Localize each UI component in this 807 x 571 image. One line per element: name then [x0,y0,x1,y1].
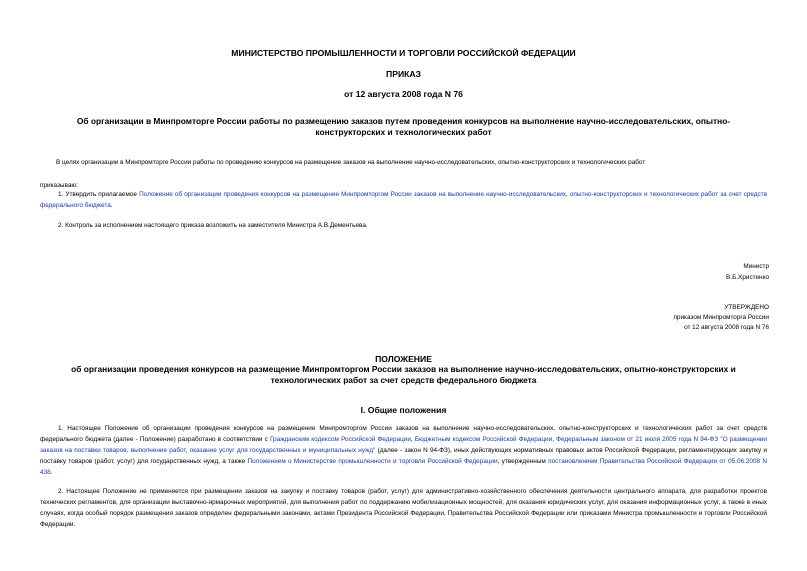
item1-suffix: . [110,202,113,209]
signature-name: В.Б.Христенко [726,274,769,281]
federal-law-94-link[interactable]: Федеральным законом от 21 июля 2005 года N 94-ФЗ "О размещении заказов на поставки товаров, выполнение работ, оказание услуг для государственных и муниципальных нужд" [40,436,767,454]
order-item-2: 2. Контроль за исполнением настоящего приказа возложить на заместителя Министра А.В.Дементьева. [58,222,368,229]
regulation-link[interactable]: Положение об организации проведения конкурсов на размещение Минпромторгом России заказов на выполнение научно-исследовательских, опытно-конструкторских и технологических работ за счет средств федерального бюджета [40,191,767,209]
approval-date: от 12 августа 2008 года N 76 [684,324,769,331]
approval-by: приказом Минпромторга России [673,314,769,321]
order-item-1 [40,189,767,211]
regulation-title: ПОЛОЖЕНИЕ [375,354,432,364]
budget-code-link[interactable]: Бюджетным кодексом Российской Федерации [414,436,553,443]
regulation-paragraph-2: 2. Настоящее Положение не применяется при размещении заказов на закупку и поставку товаров (работ, услуг) для административно-хозяйственного обеспечения деятельности центрального аппарата, для разработки проектов технических регламентов, для организации выставочно-ярмарочных мероприятий, для выполнения работ по поддержанию мобилизационных мощностей, для оказания юридических услуг, для оказания информационных услуг, а также в иных случаях, когда особый порядок размещения заказов определен федеральными законами, актами Президента Российской Федерации, Правительства Российской Федерации или приказами Министра промышленности и торговли Российской Федерации. [40,488,767,528]
order-title: Об организации в Минпромторге России работы по размещению заказов путем проведения конкурсов на выполнение научно-исследовательских, опытно-конструкторских и технологических работ [76,116,731,137]
ministry-regulation-link[interactable]: Положением о Министерстве промышленности и торговли Российской Федерации [247,458,498,465]
section-1-heading: I. Общие положения [360,405,447,415]
doc-type-heading: ПРИКАЗ [386,69,421,79]
order-preamble: В целях организации в Минпромторге России работы по проведению конкурсов на размещение заказов на выполнение научно-исследовательских, опытно-конструкторских и технологических работ [56,159,646,166]
regulation-subtitle: об организации проведения конкурсов на размещение Минпромторгом России заказов на выполнение научно-исследовательских, опытно-конструкторских и технологических работ за счет средств федерального бюджета [71,364,736,385]
regulation-paragraph-1 [40,423,767,478]
item1-prefix: 1. Утвердить прилагаемое [58,191,140,198]
p1-text-2: , [410,436,415,443]
government-resolution-link[interactable]: постановлением Правительства Российской Федерации от 05.06.2008 N 438 [40,458,767,476]
signature-position: Министр [743,263,769,270]
approval-label: УТВЕРЖДЕНО [724,304,769,311]
order-decree: приказываю: [40,182,78,189]
p1-text-6: . [50,469,53,476]
ministry-heading: МИНИСТЕРСТВО ПРОМЫШЛЕННОСТИ И ТОРГОВЛИ РОССИЙСКОЙ ФЕДЕРАЦИИ [231,48,576,58]
p1-text-4: (далее - закон N 94-ФЗ), иных действующих нормативных правовых актов Российской Федерации, регламентирующих закупку и поставку товаров (работ, услуг) для государственных нужд, а также [40,447,767,465]
civil-code-link[interactable]: Гражданским кодексом Российской Федерации [269,436,411,443]
p1-text-3: , [552,436,557,443]
signature-block [726,262,769,283]
p1-text-5: , утвержденным [497,458,549,465]
p1-text-1: 1. Настоящее Положение об организации проведения конкурсов на размещение Минпромторгом России заказов на выполнение научно-исследовательских, опытно-конструкторских и технологических работ за счет средств федерального бюджета (далее - Положение) разработано в соответствии с [40,425,767,443]
order-date-number: от 12 августа 2008 года N 76 [344,89,463,99]
approval-block [673,303,769,333]
